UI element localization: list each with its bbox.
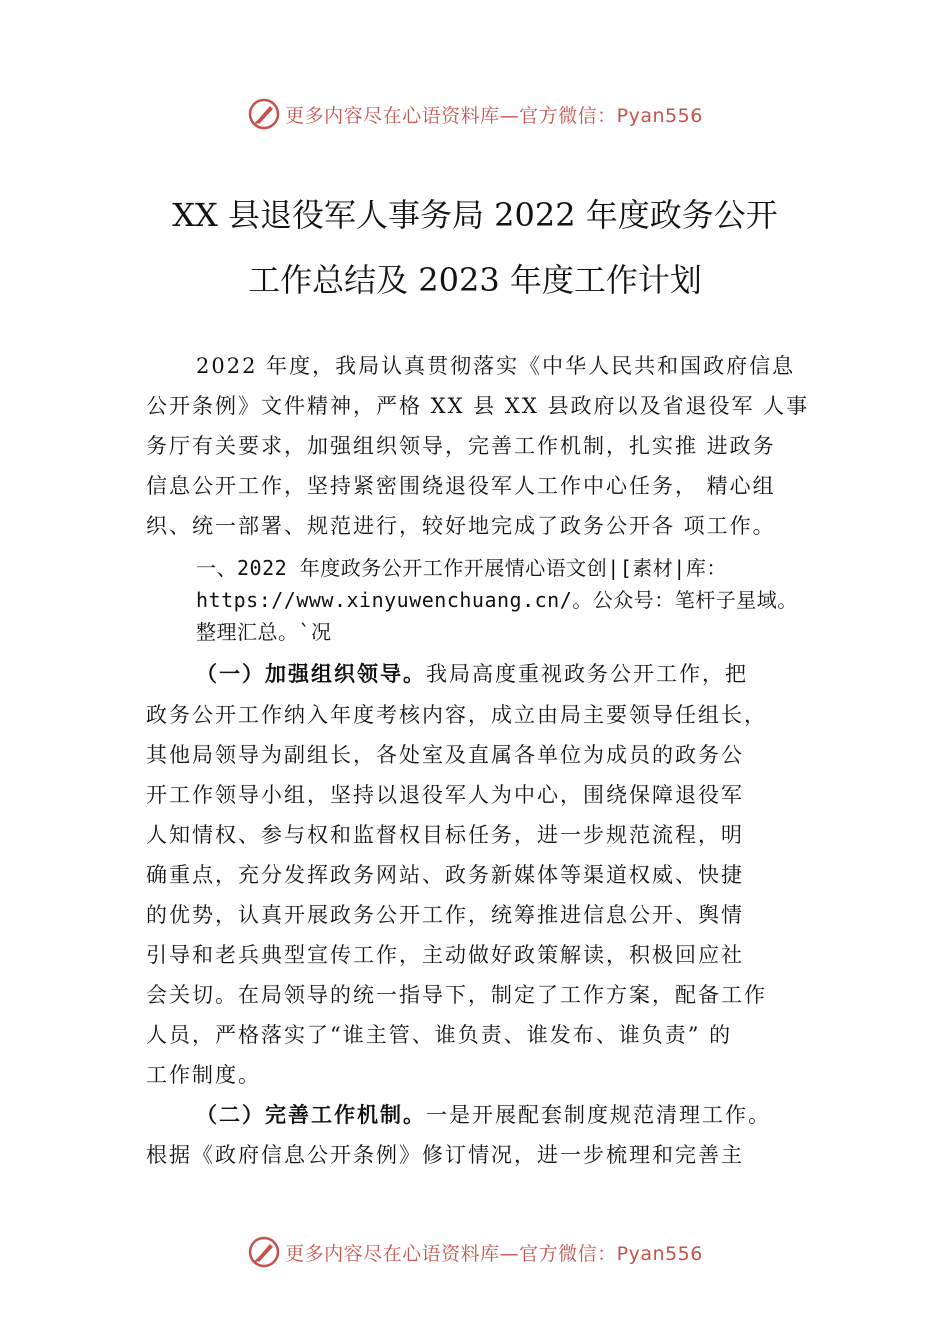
text-line: 的优势，认真开展政务公开工作，统筹推进信息公开、舆情	[146, 903, 744, 927]
text-line: 整理汇总。`况	[196, 620, 332, 644]
text-line: 其他局领导为副组长，各处室及直属各单位为成员的政务公	[146, 743, 744, 767]
text-line: 根据《政府信息公开条例》修订情况，进一步梳理和完善主	[146, 1143, 744, 1167]
pen-logo-icon	[247, 97, 281, 131]
pen-logo-icon	[247, 1235, 281, 1269]
text-line	[196, 661, 748, 687]
text-line: 开工作领导小组，坚持以退役军人为中心，围绕保障退役军	[146, 783, 744, 807]
text-line: 政务公开工作纳入年度考核内容，成立由局主要领导任组长，	[146, 703, 767, 727]
item-text: 一是开展配套制度规范清理工作。	[426, 1103, 771, 1127]
text-line: 一、2022 年度政务公开工作开展情心语文创|[素材|库：	[196, 556, 727, 580]
text-line: 确重点，充分发挥政务网站、政务新媒体等渠道权威、快捷	[146, 863, 744, 887]
item-heading: （二）完善工作机制。	[196, 1102, 426, 1127]
text-line: 2022 年度，我局认真贯彻落实《中华人民共和国政府信息	[196, 354, 796, 378]
item-heading: （一）加强组织领导。	[196, 661, 426, 686]
text-line: 引导和老兵典型宣传工作，主动做好政策解读，积极回应社	[146, 943, 744, 967]
text-line: 务厅有关要求，加强组织领导，完善工作机制，扎实推 进政务	[146, 434, 776, 458]
text-line: 织、统一部署、规范进行，较好地完成了政务公开各 项工作。	[146, 514, 776, 538]
document-title-line-2: 工作总结及 2023 年度工作计划	[248, 261, 702, 299]
watermark-text: 更多内容尽在心语资料库—官方微信：Pyan556	[285, 104, 703, 127]
text-line: 人知情权、参与权和监督权目标任务，进一步规范流程，明	[146, 823, 744, 847]
document-title-line-1: XX 县退役军人事务局 2022 年度政务公开	[172, 196, 778, 234]
text-line: 人员，严格落实了“谁主管、谁负责、谁发布、谁负责” 的	[146, 1023, 733, 1047]
header-watermark	[0, 94, 950, 134]
text-line: 会关切。在局领导的统一指导下，制定了工作方案，配备工作	[146, 983, 767, 1007]
text-line: 信息公开工作，坚持紧密围绕退役军人工作中心任务， 精心组	[146, 474, 776, 498]
text-line: 公开条例》文件精神，严格 XX 县 XX 县政府以及省退役军 人事	[146, 394, 810, 418]
watermark-text: 更多内容尽在心语资料库—官方微信：Pyan556	[285, 1242, 703, 1265]
text-line: 工作制度。	[146, 1063, 261, 1087]
footer-watermark	[0, 1232, 950, 1272]
text-line	[196, 1102, 771, 1128]
item-text: 我局高度重视政务公开工作，把	[426, 662, 748, 686]
text-line: https://www.xinyuwenchuang.cn/。公众号：笔杆子星域。	[196, 588, 798, 612]
